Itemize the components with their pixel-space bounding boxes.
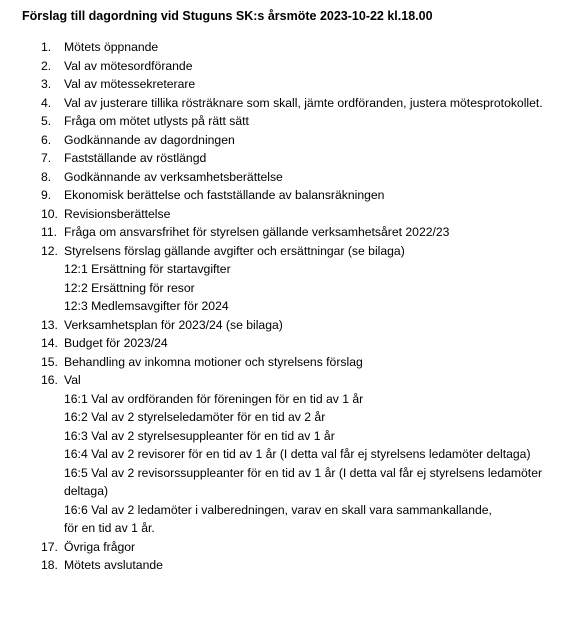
agenda-subitem bbox=[0, 501, 575, 520]
document-title: Förslag till dagordning vid Stuguns SK:s årsmöte 2023-10-22 kl.18.00 bbox=[22, 9, 433, 23]
subitem-text: för en tid av 1 år. bbox=[64, 521, 155, 535]
agenda-subitem bbox=[0, 464, 575, 483]
item-number: 8. bbox=[41, 169, 52, 184]
item-text: Behandling av inkomna motioner och styrelsens förslag bbox=[64, 354, 363, 369]
agenda-subitem bbox=[0, 279, 575, 298]
item-number: 7. bbox=[41, 151, 52, 165]
item-number: 12. bbox=[41, 243, 58, 258]
agenda-item bbox=[0, 556, 575, 575]
item-number: 15. bbox=[41, 354, 58, 369]
item-text: Revisionsberättelse bbox=[64, 206, 171, 221]
agenda-item bbox=[0, 371, 575, 390]
subitem-text: 16:6 Val av 2 ledamöter i valberedningen, varav en skall vara sammankallande, bbox=[64, 502, 492, 517]
item-text: Övriga frågor bbox=[64, 539, 136, 554]
agenda-item bbox=[0, 149, 575, 168]
agenda-subitem bbox=[0, 260, 575, 279]
item-number: 5. bbox=[41, 114, 52, 128]
item-number: 4. bbox=[41, 95, 52, 110]
item-number: 10. bbox=[41, 206, 58, 221]
item-number: 2. bbox=[41, 58, 52, 73]
item-number: 9. bbox=[41, 188, 52, 202]
agenda-subitem bbox=[0, 297, 575, 316]
agenda-item bbox=[0, 38, 575, 57]
agenda-subitem-continuation bbox=[0, 482, 575, 501]
item-text: Budget för 2023/24 bbox=[64, 336, 168, 350]
item-text: Val av mötesordförande bbox=[64, 58, 193, 73]
item-number: 3. bbox=[41, 77, 52, 91]
item-text: Godkännande av dagordningen bbox=[64, 132, 235, 147]
item-number: 17. bbox=[41, 539, 58, 554]
agenda-item bbox=[0, 205, 575, 224]
agenda-subitem bbox=[0, 390, 575, 409]
agenda-item bbox=[0, 57, 575, 76]
subitem-text: 12:3 Medlemsavgifter för 2024 bbox=[64, 299, 229, 313]
agenda-item bbox=[0, 316, 575, 335]
agenda-item bbox=[0, 334, 575, 353]
item-number: 14. bbox=[41, 336, 58, 350]
agenda-item bbox=[0, 131, 575, 150]
item-text: Mötets avslutande bbox=[64, 558, 163, 572]
agenda-item bbox=[0, 94, 575, 113]
agenda-item bbox=[0, 75, 575, 94]
agenda-item bbox=[0, 112, 575, 131]
agenda-item bbox=[0, 353, 575, 372]
agenda-subitem bbox=[0, 445, 575, 464]
item-text: Verksamhetsplan för 2023/24 (se bilaga) bbox=[64, 317, 283, 332]
item-number: 16. bbox=[41, 373, 58, 387]
item-text: Styrelsens förslag gällande avgifter och ersättningar (se bilaga) bbox=[64, 243, 405, 258]
item-text: Mötets öppnande bbox=[64, 40, 159, 54]
item-number: 13. bbox=[41, 317, 58, 332]
item-text: Val av justerare tillika rösträknare som skall, jämte ordföranden, justera mötesprotokollet. bbox=[64, 95, 543, 110]
agenda-list bbox=[0, 38, 575, 575]
subitem-text: 16:3 Val av 2 styrelsesuppleanter för en tid av 1 år bbox=[64, 428, 335, 443]
item-text: Ekonomisk berättelse och fastställande av balansräkningen bbox=[64, 188, 385, 202]
subitem-text: 16:1 Val av ordföranden för föreningen för en tid av 1 år bbox=[64, 391, 364, 406]
item-number: 11. bbox=[41, 225, 58, 239]
item-text: Godkännande av verksamhetsberättelse bbox=[64, 169, 283, 184]
agenda-item bbox=[0, 538, 575, 557]
subitem-text: 16:4 Val av 2 revisorer för en tid av 1 år (I detta val får ej styrelsens ledamöter deltaga) bbox=[64, 447, 531, 461]
subitem-text: 16:2 Val av 2 styrelseledamöter för en tid av 2 år bbox=[64, 410, 326, 424]
item-text: Val bbox=[64, 373, 81, 387]
item-text: Fastställande av röstlängd bbox=[64, 151, 207, 165]
agenda-item bbox=[0, 168, 575, 187]
item-text: Fråga om mötet utlysts på rätt sätt bbox=[64, 114, 249, 128]
agenda-item bbox=[0, 186, 575, 205]
item-text: Fråga om ansvarsfrihet för styrelsen gällande verksamhetsåret 2022/23 bbox=[64, 225, 450, 239]
subitem-text: 16:5 Val av 2 revisorssuppleanter för en tid av 1 år (I detta val får ej styrelsens ledamöter bbox=[64, 465, 543, 480]
agenda-subitem bbox=[0, 408, 575, 427]
agenda-item bbox=[0, 223, 575, 242]
agenda-item bbox=[0, 242, 575, 261]
item-text: Val av mötessekreterare bbox=[64, 77, 196, 91]
item-number: 6. bbox=[41, 132, 52, 147]
subitem-text: 12:1 Ersättning för startavgifter bbox=[64, 262, 231, 276]
subitem-text: deltaga) bbox=[64, 484, 109, 498]
agenda-subitem bbox=[0, 427, 575, 446]
item-number: 18. bbox=[41, 558, 58, 572]
item-number: 1. bbox=[41, 40, 52, 54]
subitem-text: 12:2 Ersättning för resor bbox=[64, 280, 195, 295]
agenda-subitem-continuation bbox=[0, 519, 575, 538]
